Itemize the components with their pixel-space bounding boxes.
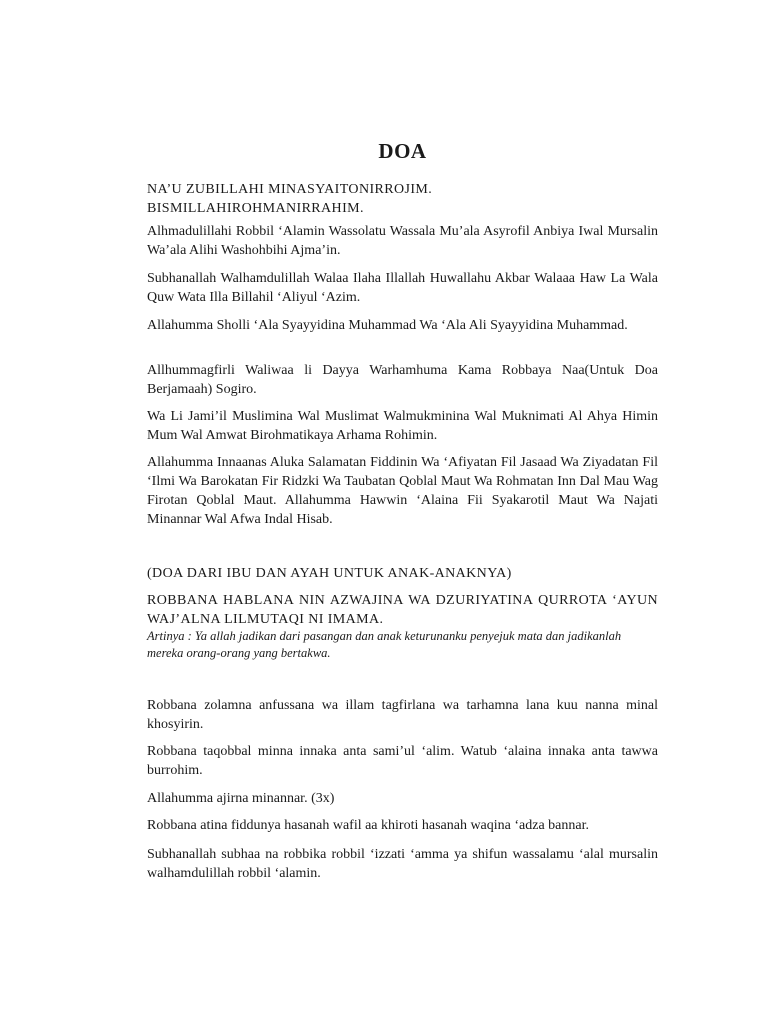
section-prayer: ROBBANA HABLANA NIN AZWAJINA WA DZURIYATINA QURROTA ‘AYUN WAJ’ALNA LILMUTAQI NI IMAMA. [147, 593, 658, 627]
closing-paragraph-1: Robbana zolamna anfussana wa illam tagfirlana wa tarhamna lana kuu nanna minal khosyirin. [147, 698, 658, 732]
closing-paragraph-5: Subhanallah subhaa na robbika robbil ‘izzati ‘amma ya shifun wassalamu ‘alal mursalin walhamdulillah robbil ‘alamin. [147, 847, 658, 881]
closing-paragraph-4: Robbana atina fiddunya hasanah wafil aa khiroti hasanah waqina ‘adza bannar. [147, 818, 589, 833]
opening-block [147, 180, 658, 218]
closing-paragraph-2: Robbana taqobbal minna innaka anta sami’ul ‘alim. Watub ‘alaina innaka anta tawwa burrohim. [147, 744, 658, 778]
opening-line-1: NA’U ZUBILLAHI MINASYAITONIRROJIM. [147, 182, 433, 197]
paragraph-2: Subhanallah Walhamdulillah Walaa Ilaha Illallah Huwallahu Akbar Walaaa Haw La Wala Quw Wata Illa Billahil ‘Aliyul ‘Azim. [147, 271, 658, 305]
opening-line-2: BISMILLAHIROHMANIRRAHIM. [147, 201, 364, 216]
paragraph-1: Alhmadulillahi Robbil ‘Alamin Wassolatu Wassala Mu’ala Asyrofil Anbiya Iwal Mursalin Wa’ala Alihi Washohbihi Ajma’in. [147, 224, 658, 258]
section-heading: (DOA DARI IBU DAN AYAH UNTUK ANAK-ANAKNYA) [147, 566, 512, 581]
paragraph-6: Allahumma Innaanas Aluka Salamatan Fiddinin Wa ‘Afiyatan Fil Jasaad Wa Ziyadatan Fil ‘Ilmi Wa Barokatan Fir Ridzki Wa Taubatan Qoblal Maut Wa Rohmatan Inn Dal Mau Wag Firotan Qoblal Maut. Allahumma Hawwin ‘Alaina Fii Syakarotil Maut Wa Najati Minannar Wal Afwa Indal Hisab. [147, 455, 658, 527]
paragraph-5: Wa Li Jami’il Muslimina Wal Muslimat Walmukminina Wal Muknimati Al Ahya Himin Mum Wal Amwat Birohmatikaya Arhama Rohimin. [147, 409, 658, 443]
paragraph-3: Allahumma Sholli ‘Ala Syayyidina Muhammad Wa ‘Ala Ali Syayyidina Muhammad. [147, 318, 628, 333]
section-translation: Artinya : Ya allah jadikan dari pasangan dan anak keturunanku penyejuk mata dan jadikanlah mereka orang-orang yang bertakwa. [147, 629, 622, 660]
paragraph-4: Allhummagfirli Waliwaa li Dayya Warhamhuma Kama Robbaya Naa(Untuk Doa Berjamaah) Sogiro. [147, 363, 658, 397]
closing-paragraph-3: Allahumma ajirna minannar. (3x) [147, 791, 335, 806]
document-title: DOA [378, 139, 427, 163]
